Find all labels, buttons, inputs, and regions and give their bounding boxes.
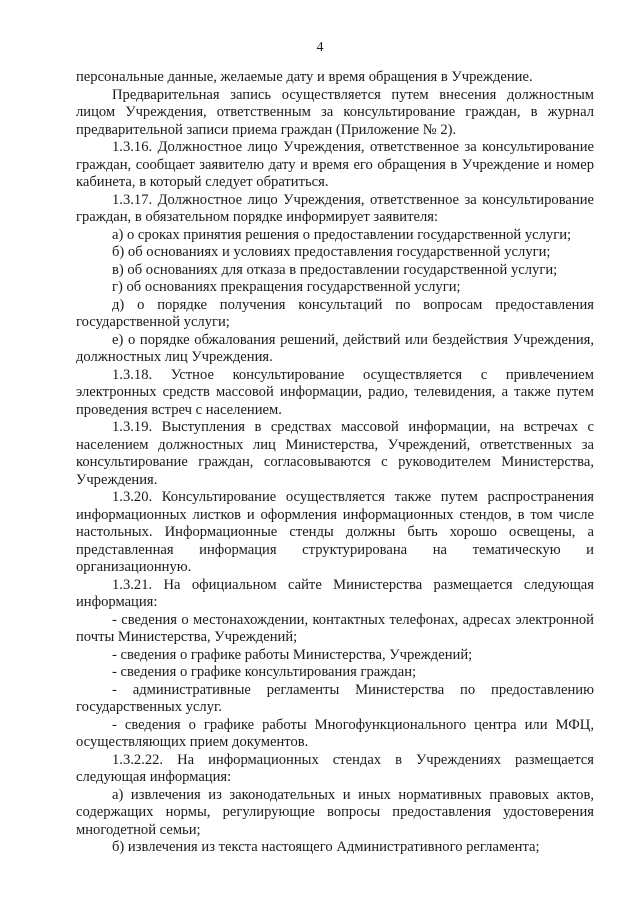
paragraph: 1.3.21. На официальном сайте Министерства размещается следующая информация: [76,576,594,610]
paragraph: 1.3.17. Должностное лицо Учреждения, ответственное за консультирование граждан, в обязательном порядке информирует заявителя: [76,191,594,225]
document-body [76,69,594,857]
paragraph: в) об основаниях для отказа в предоставлении государственной услуги; [112,261,558,278]
paragraph: а) извлечения из законодательных и иных нормативных правовых актов, содержащих нормы, регулирующие вопросы предоставления удостоверения многодетной семьи; [76,786,594,838]
paragraph: 1.3.16. Должностное лицо Учреждения, ответственное за консультирование граждан, сообщает заявителю дату и время его обращения в Учреждение и номер кабинета, в который следует обратиться. [76,139,594,190]
paragraph: - сведения о графике работы Министерства, Учреждений; [112,646,473,663]
paragraph: г) об основаниях прекращения государственной услуги; [112,279,461,295]
paragraph: б) извлечения из текста настоящего Административного регламента; [112,839,540,855]
paragraph: - административные регламенты Министерства по предоставлению государственных услуг. [76,681,594,715]
paragraph: - сведения о графике работы Многофункционального центра или МФЦ, осуществляющих прием документов. [76,716,594,750]
paragraph: - сведения о графике консультирования граждан; [112,664,417,680]
paragraph: б) об основаниях и условиях предоставления государственной услуги; [112,244,551,260]
paragraph: е) о порядке обжалования решений, действий или бездействия Учреждения, должностных лиц Учреждения. [76,331,594,365]
paragraph: 1.3.20. Консультирование осуществляется также путем распространения информационных листков и оформления информационных стендов, в том числе настольных. Информационные стенды должны быть хорошо освещены, а представленная информация структурирована на тематическую и организационную. [76,489,594,575]
paragraph: - сведения о местонахождении, контактных телефонах, адресах электронной почты Министерства, Учреждений; [76,611,594,645]
paragraph: 1.3.18. Устное консультирование осуществляется с привлечением электронных средств массовой информации, радио, телевидения, а также путем проведения встреч с населением. [76,366,594,418]
paragraph: 1.3.2.22. На информационных стендах в Учреждениях размещается следующая информация: [76,751,594,785]
paragraph: персональные данные, желаемые дату и время обращения в Учреждение. [76,69,533,85]
paragraph: а) о сроках принятия решения о предоставлении государственной услуги; [112,226,572,243]
paragraph: Предварительная запись осуществляется путем внесения должностным лицом Учреждения, ответственным за консультирование граждан, в журнал предварительной записи приема граждан (Приложение № 2). [76,86,594,138]
paragraph: 1.3.19. Выступления в средствах массовой информации, на встречах с населением должностных лиц Министерства, Учреждений, ответственных за консультирование граждан, согласовываются с руководителем Министерства, Учреждения. [76,419,594,488]
paragraph: д) о порядке получения консультаций по вопросам предоставления государственной услуги; [76,296,594,330]
page-number: 4 [316,40,324,55]
